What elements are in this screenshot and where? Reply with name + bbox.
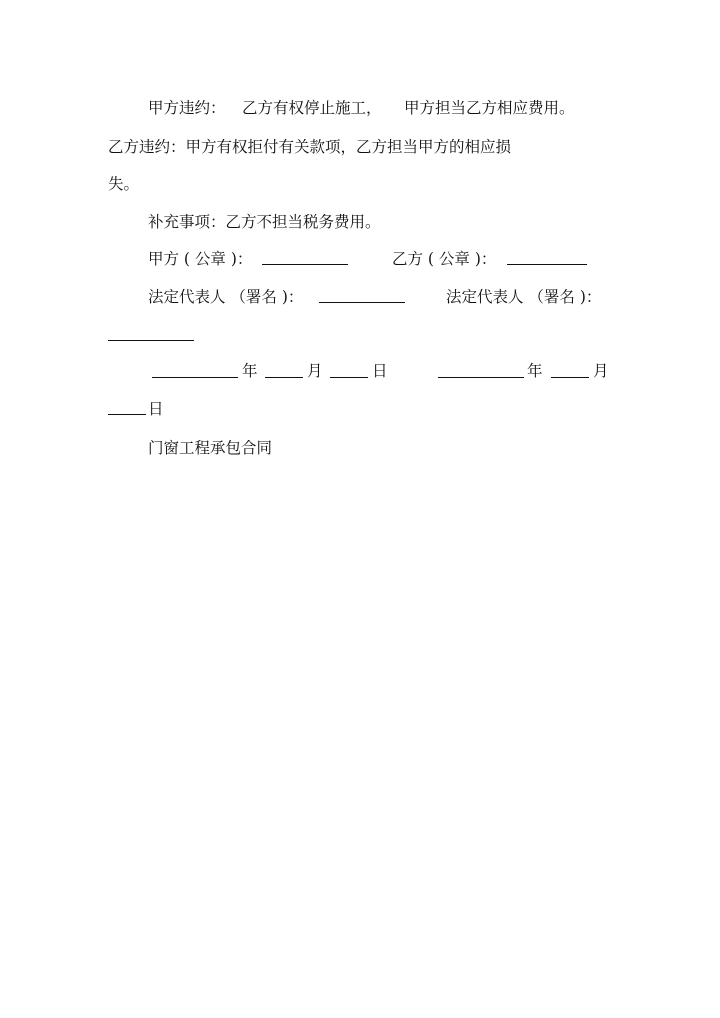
party-b-breach-line-1: 乙方违约：甲方有权拒付有关款项，乙方担当甲方的相应损 bbox=[108, 138, 512, 156]
party-a-breach-text-2: 甲方担当乙方相应费用。 bbox=[404, 99, 575, 117]
party-a-year-label: 年 bbox=[242, 362, 258, 380]
party-a-seal-blank bbox=[262, 264, 348, 265]
party-b-year-label: 年 bbox=[527, 362, 543, 380]
party-a-day-blank bbox=[330, 377, 368, 378]
party-b-month-blank bbox=[551, 377, 589, 378]
party-a-rep-label: 法定代表人 （署名 )： bbox=[148, 288, 304, 306]
party-a-breach-label: 甲方违约： bbox=[148, 99, 226, 117]
supplement-clause: 补充事项：乙方不担当税务费用。 bbox=[148, 213, 381, 231]
party-b-day-blank bbox=[108, 414, 146, 415]
party-a-day-label: 日 bbox=[372, 362, 388, 380]
party-b-year-blank bbox=[438, 377, 524, 378]
party-b-seal-blank bbox=[507, 264, 587, 265]
party-a-rep-blank bbox=[319, 302, 405, 303]
party-a-month-blank bbox=[265, 377, 303, 378]
party-a-breach-text-1: 乙方有权停止施工， bbox=[242, 99, 382, 117]
party-a-seal-label: 甲方 ( 公章 )： bbox=[148, 250, 253, 268]
party-b-day-label: 日 bbox=[148, 400, 164, 418]
party-b-rep-label: 法定代表人 （署名 )： bbox=[446, 288, 602, 306]
party-b-seal-label: 乙方 ( 公章 )： bbox=[392, 250, 497, 268]
party-a-breach-clause bbox=[148, 98, 226, 118]
party-b-month-label: 月 bbox=[593, 362, 609, 380]
party-b-breach-line-2: 失。 bbox=[108, 175, 140, 193]
contract-title: 门窗工程承包合同 bbox=[148, 439, 273, 457]
party-a-year-blank bbox=[152, 377, 238, 378]
party-a-month-label: 月 bbox=[307, 362, 323, 380]
party-b-rep-blank bbox=[108, 340, 194, 341]
